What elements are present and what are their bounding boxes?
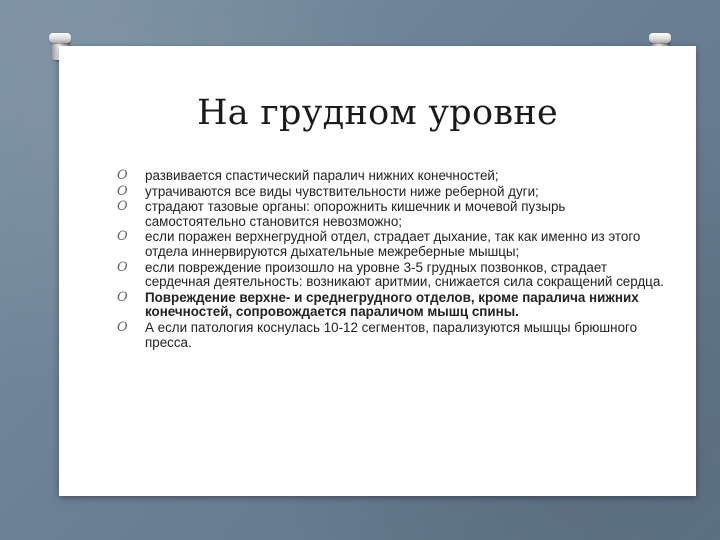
bullet-icon: O [117,168,128,183]
list-item [117,321,667,350]
list-item-text: если повреждение произошло на уровне 3-5 грудных позвонков, страдает сердечная деятельность: возникают аритмии, снижается сила сокращений сердца. [145,259,665,290]
list-item-text: утрачиваются все виды чувствительности ниже реберной дуги; [145,183,539,199]
list-item [117,261,667,290]
list-item [117,230,667,259]
list-item [117,291,667,320]
list-item-text: А если патология коснулась 10-12 сегментов, парализуются мышцы брюшного пресса. [145,319,638,350]
slide-card [59,46,696,496]
list-item-text: развивается спастический паралич нижних конечностей; [145,168,499,183]
list-item [117,200,667,229]
bullet-icon: O [117,183,128,199]
bullet-icon: O [117,199,128,215]
list-item-text: страдают тазовые органы: опорожнить кишечник и мочевой пузырь самостоятельно становится невозможно; [145,199,566,229]
list-item-text: если поражен верхнегрудной отдел, страдает дыхание, так как именно из этого отдела иннервируются дыхательные межреберные мышцы; [145,229,641,259]
bullet-list [117,169,667,351]
bullet-icon: O [117,229,128,245]
list-item [117,169,667,184]
slide-title: На грудном уровне [196,93,559,133]
bullet-icon: O [117,319,128,335]
bullet-icon: O [117,289,128,305]
list-item-text: Повреждение верхне- и среднегрудного отделов, кроме паралича нижних конечностей, сопровождается параличом мышц спины. [145,289,639,320]
list-item [117,185,667,200]
bullet-icon: O [117,259,128,275]
